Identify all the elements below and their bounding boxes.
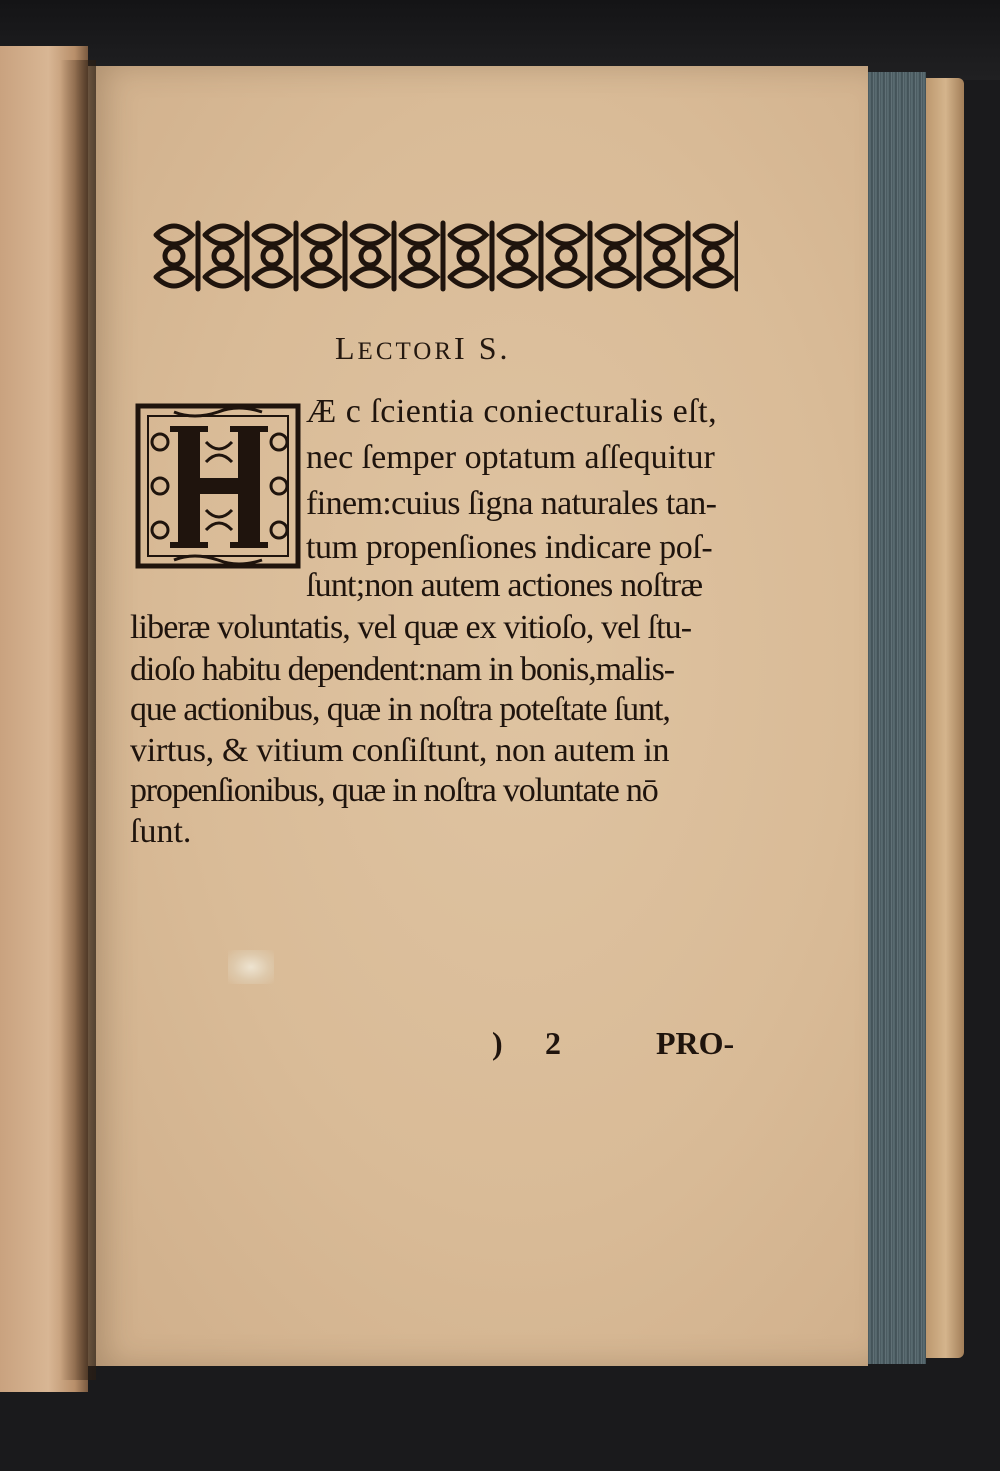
heading-letter-l: L <box>335 330 358 366</box>
ornament-scroll <box>303 226 339 286</box>
ornament-rosette <box>606 247 624 265</box>
ornament-rosette <box>263 247 281 265</box>
ornament-rosette <box>459 247 477 265</box>
signature-number: 2 <box>545 1025 561 1061</box>
ornament-rosette <box>508 247 526 265</box>
ornament-scroll <box>499 226 535 286</box>
decorated-initial <box>134 402 302 570</box>
signature-mark: ) <box>492 1025 503 1061</box>
text-line-7: dioſo habitu dependent:nam in bonis,malis- <box>130 651 674 688</box>
heading-letter-i: I <box>454 330 468 366</box>
ornament-scroll <box>401 226 437 286</box>
spine-shadow <box>60 60 96 1380</box>
ornament-scroll <box>646 226 682 286</box>
ornament-scroll <box>205 226 241 286</box>
ornamental-headpiece <box>150 215 738 297</box>
ornament-rosette <box>655 247 673 265</box>
ornament-scroll <box>548 226 584 286</box>
paper-stain <box>228 950 274 984</box>
heading-tail: S. <box>467 330 511 366</box>
ornament-scroll <box>156 226 192 286</box>
text-line-10: propenſionibus, quæ in noſtra voluntate nō <box>130 772 658 809</box>
ornament-rosette <box>214 247 232 265</box>
ornament-rosette <box>165 247 183 265</box>
ornament-scroll <box>450 226 486 286</box>
text-line-8: que actionibus, quæ in noſtra poteſtate ſunt, <box>130 691 670 728</box>
ornament-rosette <box>557 247 575 265</box>
ornament-rosette <box>312 247 330 265</box>
ornament-scroll <box>597 226 633 286</box>
text-line-1: Æ c ſcientia coniecturalis eſt, <box>306 393 718 430</box>
catchword: PRO- <box>656 1025 735 1061</box>
page-heading <box>335 330 511 367</box>
heading-small-caps: ECTOR <box>357 338 455 365</box>
text-line-2: nec ſemper optatum aſſequitur <box>306 439 715 476</box>
text-line-9: virtus, & vitium conſiſtunt, non autem in <box>130 732 670 769</box>
ornament-rosette <box>704 247 722 265</box>
ornament-scroll <box>254 226 290 286</box>
text-line-4: tum propenſiones indicare poſ- <box>306 529 713 566</box>
text-line-3: finem:cuius ſigna naturales tan- <box>306 485 717 522</box>
text-line-6: liberæ voluntatis, vel quæ ex vitioſo, vel ſtu- <box>130 609 692 646</box>
ornament-scroll <box>352 226 388 286</box>
ornament-rosette <box>410 247 428 265</box>
text-line-5: ſunt;non autem actiones noſtræ <box>306 567 703 604</box>
ornament-scroll <box>695 226 731 286</box>
drop-cap-letter: H <box>134 402 135 403</box>
ornament-rosette <box>361 247 379 265</box>
text-line-11: ſunt. <box>130 813 192 850</box>
